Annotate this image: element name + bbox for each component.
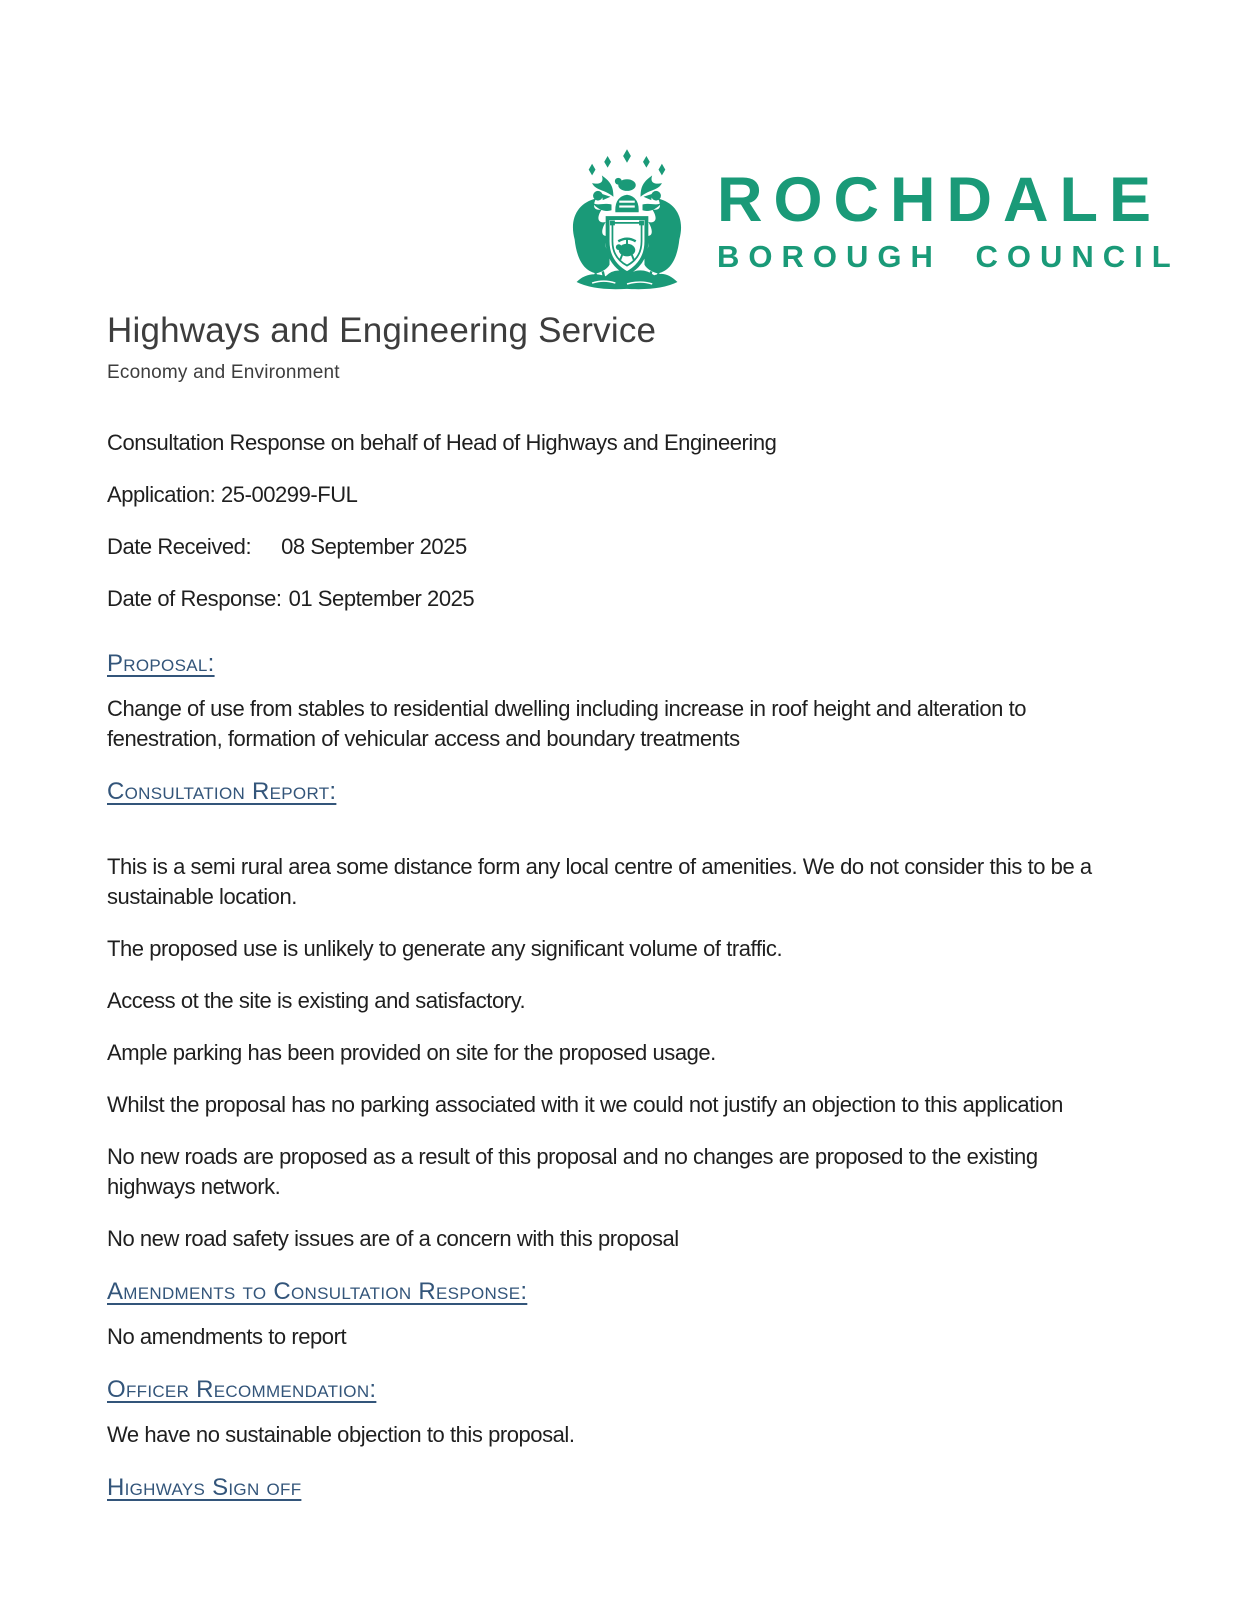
council-crest-icon	[563, 146, 691, 294]
section-heading-amendments: Amendments to Consultation Response:	[107, 1278, 528, 1305]
date-received-label: Date Received:	[107, 534, 252, 559]
application-line: Application: 25-00299-FUL	[107, 482, 358, 507]
report-paragraph: No new road safety issues are of a concern with this proposal	[107, 1226, 679, 1251]
date-response-line	[107, 584, 1142, 614]
amendments-text: No amendments to report	[107, 1324, 347, 1349]
section-heading-proposal: Proposal:	[107, 650, 215, 677]
brand-name: ROCHDALE	[717, 164, 1162, 235]
date-received-value: 08 September 2025	[281, 534, 467, 559]
report-paragraph: No new roads are proposed as a result of this proposal and no changes are proposed to the existing highways network.	[107, 1144, 1038, 1199]
council-wordmark	[717, 164, 1180, 274]
proposal-text: Change of use from stables to residential dwelling including increase in roof height and alteration to fenestration, formation of vehicular access and boundary treatments	[107, 696, 1027, 751]
section-heading-highways-sign-off: Highways Sign off	[107, 1474, 302, 1501]
report-paragraph: This is a semi rural area some distance form any local centre of amenities. We do not consider this to be a sustainable location.	[107, 854, 1092, 909]
date-received-line	[107, 532, 1142, 562]
document-content	[0, 311, 1236, 1504]
report-paragraph: Access ot the site is existing and satisfactory.	[107, 988, 526, 1013]
section-heading-officer-recommendation: Officer Recommendation:	[107, 1376, 377, 1403]
page-title: Highways and Engineering Service	[107, 311, 657, 350]
page-subtitle: Economy and Environment	[107, 362, 340, 383]
officer-recommendation-text: We have no sustainable objection to this proposal.	[107, 1422, 575, 1447]
date-response-value: 01 September 2025	[288, 586, 475, 611]
consultation-response-line: Consultation Response on behalf of Head of Highways and Engineering	[107, 430, 777, 455]
council-logo	[563, 145, 1236, 295]
report-paragraph: Whilst the proposal has no parking associated with it we could not justify an objection to this application	[107, 1092, 1063, 1117]
report-paragraph: The proposed use is unlikely to generate any significant volume of traffic.	[107, 936, 783, 961]
date-response-label: Date of Response:	[107, 586, 282, 611]
report-paragraph: Ample parking has been provided on site for the proposed usage.	[107, 1040, 716, 1065]
section-heading-consultation-report: Consultation Report:	[107, 778, 337, 805]
brand-subname: BOROUGH COUNCIL	[717, 238, 1180, 274]
